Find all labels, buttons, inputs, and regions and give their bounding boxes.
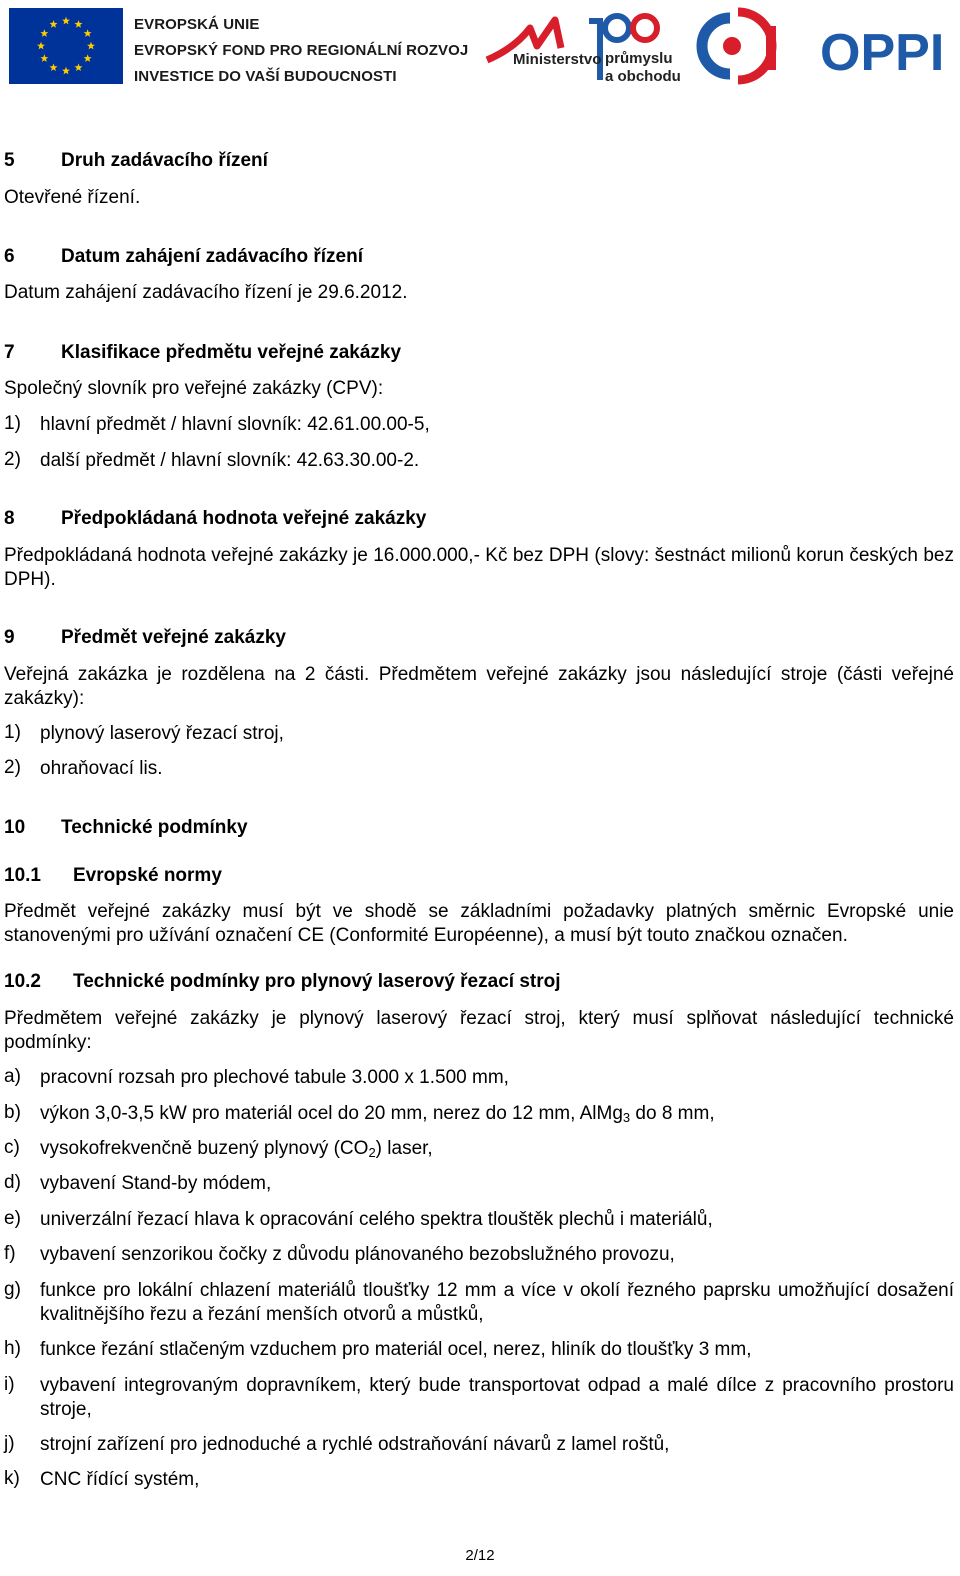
s6-text: Datum zahájení zadávacího řízení je 29.6.2012. xyxy=(4,282,408,303)
eu-star-icon xyxy=(84,54,92,62)
mpo-ministry-text: Ministerstvo xyxy=(513,51,602,68)
eu-star-icon xyxy=(62,67,70,75)
page-header xyxy=(0,0,960,92)
eu-line-2: EVROPSKÝ FOND PRO REGIONÁLNÍ ROZVOJ xyxy=(134,42,469,59)
eu-star-icon xyxy=(87,42,95,50)
eu-star-icon xyxy=(40,54,48,62)
mpo-line1-text: průmyslu xyxy=(605,50,673,67)
heading-6: 6 Datum zahájení zadávacího řízení xyxy=(4,246,363,267)
heading-10: 10 Technické podmínky xyxy=(4,817,248,838)
heading-7: 7 Klasifikace předmětu veřejné zakázky xyxy=(4,342,402,363)
s7-text: Společný slovník pro veřejné zakázky (CPV): xyxy=(4,378,384,399)
heading-10-1: 10.1 Evropské normy xyxy=(4,865,222,886)
mpo-p-icon xyxy=(605,16,629,40)
eu-line-1: EVROPSKÁ UNIE xyxy=(134,16,260,33)
oppi-logo xyxy=(708,6,953,86)
eu-stars-icon xyxy=(9,8,123,84)
heading-10-2: 10.2 Technické podmínky pro plynový laserový řezací stroj xyxy=(4,971,561,992)
s10-2-text: Předmětem veřejné zakázky je plynový laserový řezací stroj, který musí splňovat následující technické podmínky: xyxy=(4,1008,954,1053)
page-number: 2/12 xyxy=(465,1547,495,1564)
heading-9: 9 Předmět veřejné zakázky xyxy=(4,627,286,648)
eu-star-icon xyxy=(75,20,83,28)
mpo-logo xyxy=(485,8,681,86)
eu-flag-logo xyxy=(9,8,123,84)
eu-star-icon xyxy=(84,29,92,37)
eu-star-icon xyxy=(50,63,58,71)
mpo-o-icon xyxy=(633,16,657,40)
heading-5: 5 Druh zadávacího řízení xyxy=(4,150,268,171)
mpo-line2-text: a obchodu xyxy=(605,68,681,85)
oppi-text: OPPI xyxy=(820,24,945,82)
eu-star-icon xyxy=(37,42,45,50)
s5-text: Otevřené řízení. xyxy=(4,187,141,208)
eu-star-icon xyxy=(40,29,48,37)
s9-text: Veřejná zakázka je rozdělena na 2 části. Předmětem veřejné zakázky jsou následující stroje (části veřejné zakázky): xyxy=(4,664,954,709)
s10-1-text: Předmět veřejné zakázky musí být ve shodě se základními požadavky platných směrnic Evropské unie stanovenými pro užívání označení CE (Conformité Européenne), a musí být touto značkou označen. xyxy=(4,901,954,946)
s8-text: Předpokládaná hodnota veřejné zakázky je 16.000.000,- Kč bez DPH (slovy: šestnáct milionů korun českých bez DPH). xyxy=(4,545,954,590)
eu-star-icon xyxy=(75,63,83,71)
heading-8: 8 Předpokládaná hodnota veřejné zakázky xyxy=(4,508,427,529)
eu-line-3: INVESTICE DO VAŠÍ BUDOUCNOSTI xyxy=(134,68,397,85)
eu-star-icon xyxy=(50,20,58,28)
eu-logo-text xyxy=(134,12,468,90)
eu-star-icon xyxy=(62,17,70,25)
